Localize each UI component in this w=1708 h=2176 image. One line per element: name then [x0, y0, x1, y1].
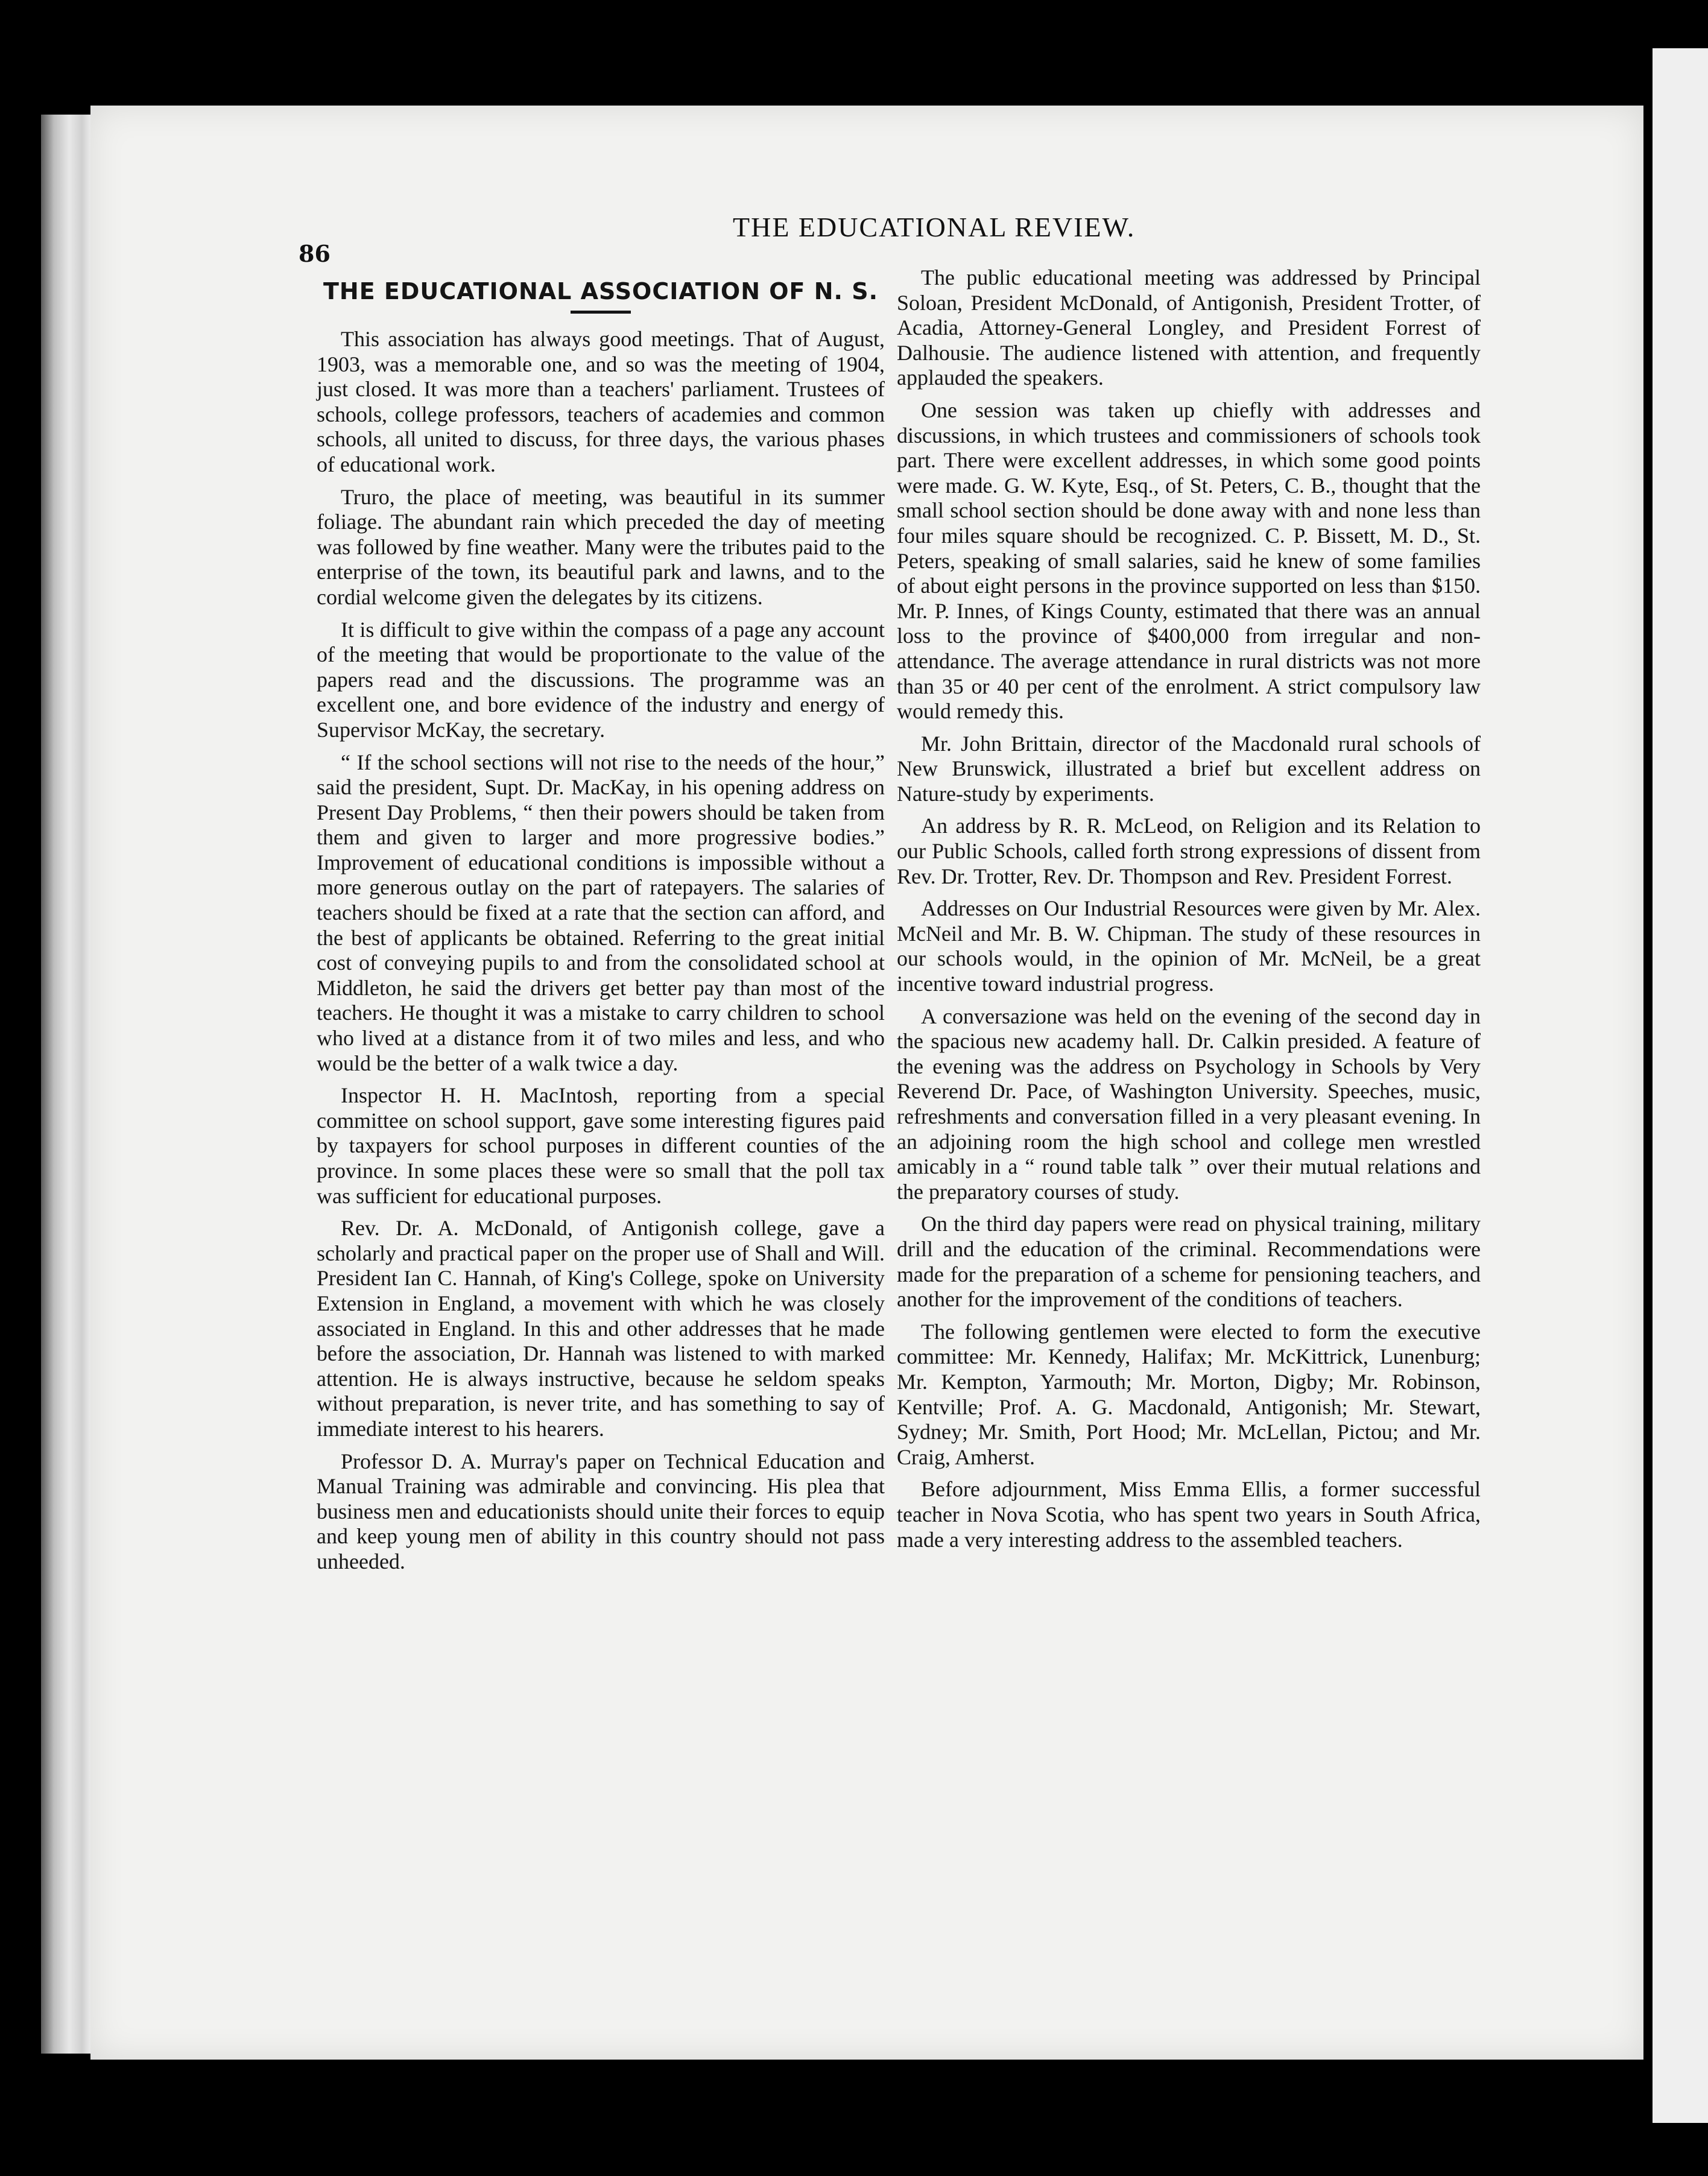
page-number: 86 [299, 240, 331, 267]
paragraph: Mr. John Brittain, director of the Macdonald rural schools of New Brunswick, illustrated a brief but excellent address on Nature-study by experiments. [897, 731, 1481, 806]
paragraph: “ If the school sections will not rise to the needs of the hour,” said the president, Supt. Dr. MacKay, in his opening address on Present Day Problems, “ then their powers should be taken from them and given to larger and more progressive bodies.” Improvement of educational conditions is impossible without a more generous outlay on the part of ratepayers. The salaries of teachers should be fixed at a rate that the section can afford, and the best of applicants be obtained. Referring to the great initial cost of conveying pupils to and from the consolidated school at Middleton, he said the drivers get better pay than most of the teachers. He thought it was a mistake to carry children to school who lived at a distance from it of two miles and less, and who would be the better of a walk twice a day. [317, 750, 885, 1075]
article-title: THE EDUCATIONAL ASSOCIATION OF N. S. [323, 278, 879, 305]
paragraph: The following gentlemen were elected to form the executive committee: Mr. Kennedy, Halifax; Mr. McKittrick, Lunenburg; Mr. Kempton, Yarmouth; Mr. Morton, Digby; Mr. Robinson, Kentville; Prof. A. G. Macdonald, Antigonish; Mr. Stewart, Sydney; Mr. Smith, Port Hood; Mr. McLellan, Pictou; and Mr. Craig, Amherst. [897, 1319, 1481, 1469]
paragraph: Truro, the place of meeting, was beautiful in its summer foliage. The abundant rain which preceded the day of meeting was followed by fine weather. Many were the tributes paid to the enterprise of the town, its beautiful park and lawns, and to the cordial welcome given the delegates by its citizens. [317, 484, 885, 609]
paragraph: An address by R. R. McLeod, on Religion and its Relation to our Public Schools, called forth strong expressions of dissent from Rev. Dr. Trotter, Rev. Dr. Thompson and Rev. President Forrest. [897, 814, 1481, 888]
adjacent-page-edge [1653, 48, 1708, 2123]
paragraph: This association has always good meetings. That of August, 1903, was a memorable one, and so was the meeting of 1904, just closed. It was more than a teachers' parliament. Trustees of schools, college professors, teachers of academies and common schools, all united to discuss, for three days, the various phases of educational work. [317, 327, 885, 476]
paragraph: Professor D. A. Murray's paper on Technical Education and Manual Training was admirable and convincing. His plea that business men and educationists should unite their forces to equip and keep young men of ability in this country should not pass unheeded. [317, 1449, 885, 1573]
paragraph: A conversazione was held on the evening of the second day in the spacious new academy hall. Dr. Calkin presided. A feature of the evening was the address on Psychology in Schools by Very Reverend Dr. Pace, of Washington University. Speeches, music, refreshments and conversation filled in a very pleasant evening. In an adjoining room the high school and college men wrestled amicably in a “ round table talk ” over their mutual relations and the preparatory courses of study. [897, 1004, 1481, 1204]
running-head: THE EDUCATIONAL REVIEW. [733, 212, 1136, 242]
page-spine-edge [41, 115, 92, 2054]
paragraph: Rev. Dr. A. McDonald, of Antigonish college, gave a scholarly and practical paper on the proper use of Shall and Will. President Ian C. Hannah, of King's College, spoke on University Extension in England, a movement with which he was closely associated in England. In this and other addresses that he made before the association, Dr. Hannah was listened to with marked attention. He is always instructive, because he seldom speaks without preparation, is never trite, and has something to say of immediate interest to his hearers. [317, 1216, 885, 1441]
left-column [317, 274, 885, 1582]
title-rule [571, 311, 631, 314]
paragraph: Before adjournment, Miss Emma Ellis, a former successful teacher in Nova Scotia, who has spent two years in South Africa, made a very interesting address to the assembled teachers. [897, 1477, 1481, 1552]
paragraph: Inspector H. H. MacIntosh, reporting from a special committee on school support, gave some interesting figures paid by taxpayers for school purposes in different counties of the province. In some places these were so small that the poll tax was sufficient for educational purposes. [317, 1083, 885, 1208]
paragraph: One session was taken up chiefly with addresses and discussions, in which trustees and commissioners of schools took part. There were excellent addresses, in which some good points were made. G. W. Kyte, Esq., of St. Peters, C. B., thought that the small school section should be done away with and none less than four miles square should be recognized. C. P. Bissett, M. D., St. Peters, speaking of small salaries, said he knew of some families of about eight persons in the province supported on less than $150. Mr. P. Innes, of Kings County, estimated that there was an annual loss to the province of $400,000 from irregular and non-attendance. The average attendance in rural districts was not more than 35 or 40 per cent of the enrolment. A strict compulsory law would remedy this. [897, 397, 1481, 724]
paragraph: On the third day papers were read on physical training, military drill and the education of the criminal. Recommendations were made for the preparation of a scheme for pensioning teachers, and another for the improvement of the conditions of teachers. [897, 1212, 1481, 1312]
paragraph: Addresses on Our Industrial Resources were given by Mr. Alex. McNeil and Mr. B. W. Chipman. The study of these resources in our schools would, in the opinion of Mr. McNeil, be a great incentive toward industrial progress. [897, 896, 1481, 996]
paragraph: It is difficult to give within the compass of a page any account of the meeting that would be proportionate to the value of the papers read and the discussions. The programme was an excellent one, and bore evidence of the industry and energy of Supervisor McKay, the secretary. [317, 617, 885, 742]
paragraph: The public educational meeting was addressed by Principal Soloan, President McDonald, of Antigonish, President Trotter, of Acadia, Attorney-General Longley, and President Forrest of Dalhousie. The audience listened with attention, and frequently applauded the speakers. [897, 265, 1481, 390]
right-column [897, 265, 1481, 1560]
